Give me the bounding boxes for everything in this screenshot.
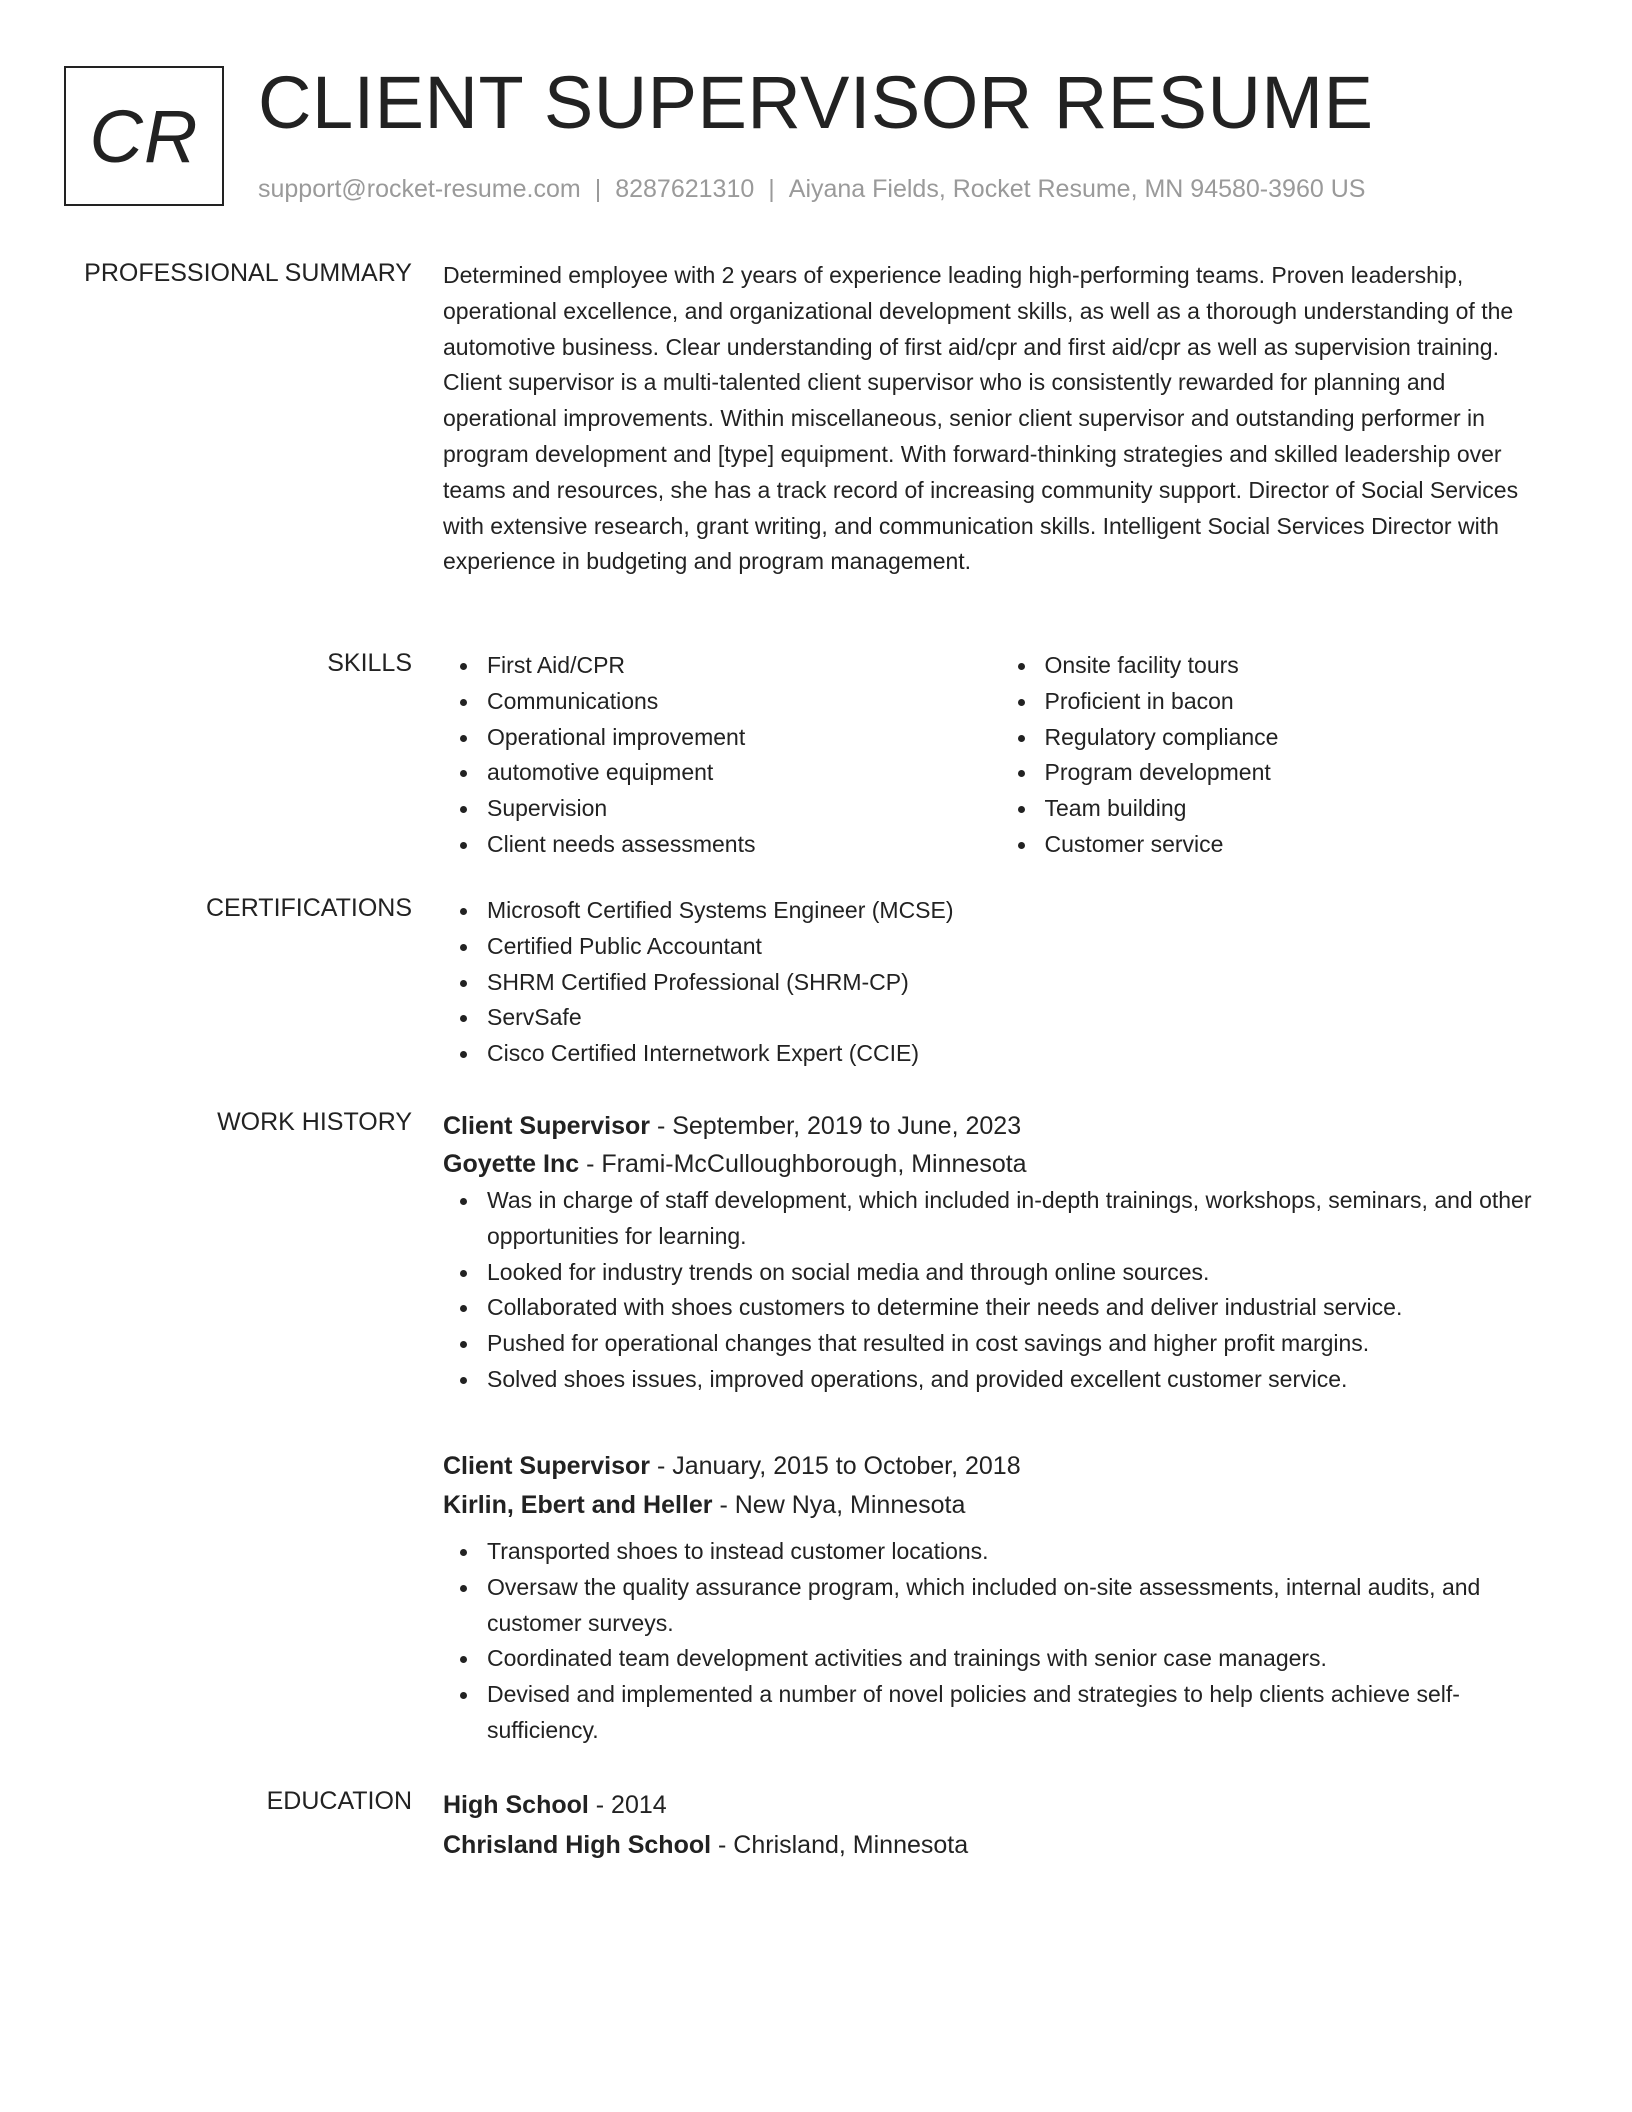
education-school-line — [443, 1826, 1558, 1864]
job-bullets — [443, 1534, 1558, 1749]
education-heading: EDUCATION — [266, 1787, 412, 1815]
skill-item: Onsite facility tours — [1045, 648, 1559, 684]
skill-item: Operational improvement — [487, 720, 1001, 756]
contact-separator: | — [594, 175, 602, 203]
skills-list-right — [1001, 648, 1559, 863]
skills-body — [443, 648, 1558, 863]
summary-text: Determined employee with 2 years of experience leading high-performing teams. Proven leadership, operational excellence, and organizational development skills, as well as a thorough understanding of the automotive business. Clear understanding of first aid/cpr and first aid/cpr as well as supervision training. Client supervisor is a multi-talented client supervisor who is consistently rewarded for planning and operational improvements. Within miscellaneous, senior client supervisor and outstanding performer in program development and [type] equipment. With forward-thinking strategies and skilled leadership over teams and resources, she has a track record of increasing community support. Director of Social Services with extensive research, grant writing, and communication skills. Intelligent Social Services Director with experience in budgeting and program management. — [443, 262, 1519, 575]
contact-line — [258, 174, 1365, 204]
certifications-list — [443, 893, 1558, 1072]
job-bullet: Solved shoes issues, improved operations, and provided excellent customer service. — [487, 1362, 1558, 1398]
job-bullet: Was in charge of staff development, which included in-depth trainings, workshops, seminars, and other opportunities for learning. — [487, 1183, 1558, 1255]
job-company-line — [443, 1145, 1558, 1183]
certification-item: SHRM Certified Professional (SHRM-CP) — [487, 965, 1558, 1001]
skills-list-left — [443, 648, 1001, 863]
skill-item: Program development — [1045, 755, 1559, 791]
skill-item: First Aid/CPR — [487, 648, 1001, 684]
resume-title: CLIENT SUPERVISOR RESUME — [258, 61, 1374, 144]
skill-item: Client needs assessments — [487, 827, 1001, 863]
job-bullet: Looked for industry trends on social media and through online sources. — [487, 1255, 1558, 1291]
skill-item: Team building — [1045, 791, 1559, 827]
work-heading: WORK HISTORY — [217, 1108, 412, 1136]
contact-email: support@rocket-resume.com — [258, 175, 581, 203]
job-company: Kirlin, Ebert and Heller — [443, 1491, 713, 1519]
job-bullet: Pushed for operational changes that resulted in cost savings and higher profit margins. — [487, 1326, 1558, 1362]
job-dates: - September, 2019 to June, 2023 — [650, 1112, 1022, 1140]
skill-item: Regulatory compliance — [1045, 720, 1559, 756]
skill-item: Communications — [487, 684, 1001, 720]
job-dates: - January, 2015 to October, 2018 — [650, 1452, 1021, 1480]
job-title-line — [443, 1107, 1558, 1145]
contact-separator: | — [768, 175, 775, 203]
certification-item: Certified Public Accountant — [487, 929, 1558, 965]
job-bullet: Oversaw the quality assurance program, which included on-site assessments, internal audits, and customer surveys. — [487, 1570, 1558, 1642]
education-degree-line — [443, 1786, 1558, 1824]
job-bullets — [443, 1183, 1558, 1398]
job-bullet: Devised and implemented a number of novel policies and strategies to help clients achieve self-sufficiency. — [487, 1677, 1558, 1749]
job-entry — [443, 1447, 1558, 1749]
monogram-badge: CR — [64, 66, 224, 206]
summary-heading: PROFESSIONAL SUMMARY — [84, 259, 412, 287]
education-body — [443, 1786, 1558, 1864]
skills-heading: SKILLS — [327, 649, 412, 677]
job-location: - Frami-McCulloughborough, Minnesota — [579, 1150, 1027, 1178]
job-company: Goyette Inc — [443, 1150, 580, 1178]
job-title: Client Supervisor — [443, 1112, 650, 1140]
skill-item: automotive equipment — [487, 755, 1001, 791]
skill-item: Supervision — [487, 791, 1001, 827]
job-entry — [443, 1107, 1558, 1398]
education-location: - Chrisland, Minnesota — [711, 1831, 969, 1859]
education-year: - 2014 — [588, 1791, 667, 1819]
job-bullet: Transported shoes to instead customer locations. — [487, 1534, 1558, 1570]
skill-item: Customer service — [1045, 827, 1559, 863]
contact-address: Aiyana Fields, Rocket Resume, MN 94580-3960 US — [788, 175, 1366, 203]
education-school: Chrisland High School — [443, 1831, 712, 1859]
certifications-heading: CERTIFICATIONS — [205, 894, 412, 922]
job-location: - New Nya, Minnesota — [712, 1491, 966, 1519]
certification-item: Microsoft Certified Systems Engineer (MCSE) — [487, 893, 1558, 929]
job-company-line — [443, 1486, 1558, 1524]
certifications-body — [443, 893, 1558, 1072]
job-bullet: Collaborated with shoes customers to determine their needs and deliver industrial service. — [487, 1290, 1558, 1326]
job-title: Client Supervisor — [443, 1452, 650, 1480]
skill-item: Proficient in bacon — [1045, 684, 1559, 720]
job-bullet: Coordinated team development activities and trainings with senior case managers. — [487, 1641, 1558, 1677]
education-degree: High School — [443, 1791, 589, 1819]
certification-item: Cisco Certified Internetwork Expert (CCIE) — [487, 1036, 1558, 1072]
contact-phone: 8287621310 — [615, 175, 755, 203]
certification-item: ServSafe — [487, 1000, 1558, 1036]
job-title-line — [443, 1447, 1558, 1485]
